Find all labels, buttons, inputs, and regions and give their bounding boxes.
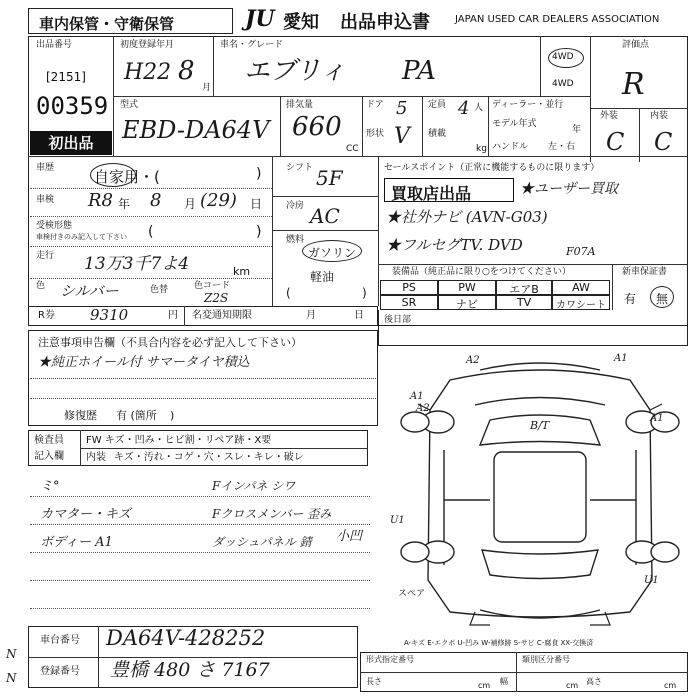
warranty-label: 新車保証書 [622,267,668,277]
sales-badge-box [384,178,514,202]
notice-day-unit: 日 [354,310,364,321]
reg-month-unit: 月 [202,83,212,93]
sales-badge: 買取店出品 [391,184,472,203]
score-exterior: C [606,128,625,156]
equip-aw [552,280,610,295]
car-name: エブリィ [244,56,346,86]
inspection-label: 車検 [36,195,55,205]
spec-label3: 長さ [366,677,382,686]
usage-label: 車歴 [36,163,55,173]
score-exterior-label: 外装 [600,111,619,121]
equip-seat-text: カワシート [556,300,606,311]
insp-note-right3: ダッシュパネル 錆 [212,535,312,549]
repair-label: 修復歴 [64,409,97,422]
equip-airbag-text: エアB [509,283,539,296]
repair-close: ) [170,409,175,422]
inspector-row2-label: 内装 [86,452,106,463]
diag-spare: スペア [398,589,426,599]
first-reg-label: 初度登録年月 [120,40,175,50]
spec-cm3: cm [664,681,677,690]
usage-circle [90,163,136,187]
capacity-label: 定員 [428,100,447,110]
receipt-close: ) [256,224,262,240]
later-parts-box [378,310,688,346]
equip-navi-text: ナビ [456,298,478,311]
mileage-label: 走行 [36,251,55,261]
capacity: 4 [458,98,470,119]
year-unit: 年 [572,125,582,135]
inspection-year-unit: 年 [118,197,131,211]
sales-note2: ★社外ナビ (AVN-G03) [386,208,548,226]
logo-name: 愛知 [283,12,319,33]
notice-month-unit: 月 [306,310,316,321]
score-interior-label: 内装 [650,111,669,121]
color-code-value: Z2S [204,291,229,305]
margin-mark-1: N [6,647,17,661]
insp-note-left1: ミ° [40,479,60,494]
sales-points-label: セールスポイント（正常に機能するものに限ります） [384,163,600,173]
inspection-day: (29) [200,190,237,211]
plate-value: 豊橋 480 さ 7167 [110,659,270,681]
recycle-fee-label: R券 [38,310,55,321]
displacement-label: 排気量 [286,100,314,110]
equip-tv-text: TV [516,296,532,309]
recycle-fee-value: 9310 [90,306,129,324]
car-grade: PA [402,56,436,86]
chassis-value: DA64V-428252 [106,626,266,650]
spec-label4: 幅 [500,677,508,686]
spec-label1: 形式指定番号 [366,655,414,664]
equip-aw-text: AW [572,281,590,294]
equip-sr-text: SR [401,296,417,309]
reg-month: 8 [178,56,195,86]
color-label: 色 [36,281,46,291]
inspection-day-unit: 日 [250,197,263,211]
dealer-label: ディーラー・並行 [492,100,564,110]
storage-type-box [28,8,233,34]
ac-value: AC [310,204,340,228]
usage-value: 自家用・( [94,168,160,186]
diag-legend: A-キズ E-エクボ U-凹み W-補修跡 S-サビ C-腐食 XX-交換済 [404,639,594,647]
lot-number: 00359 [36,92,109,120]
kg-unit: kg [476,144,487,154]
assoc-name: JAPAN USED CAR DEALERS ASSOCIATION [455,14,660,25]
diag-bt: B/T [530,419,550,432]
usage-close: ) [256,166,262,182]
doors-label: ドア [366,100,384,110]
insp-note-left3: ボディー A1 [40,535,113,550]
shape: V [394,124,410,149]
sales-note1: ★ユーザー買取 [520,181,618,197]
diag-a2-top: A2 [466,355,480,366]
ac-label: 冷房 [286,201,305,211]
spec-label2: 類別区分番号 [522,655,570,664]
color-code-label: 色コード [194,281,231,291]
score-interior: C [654,128,673,156]
mileage-value: 13万3千7よ4 [84,254,190,274]
score-label: 評価点 [622,40,650,50]
equip-seat [552,295,610,310]
diag-u1-right: U1 [644,575,659,586]
fuel-gas-circle [302,240,362,262]
equip-tv [496,295,552,310]
first-listing-badge [30,131,112,155]
model-type-label: 型式 [120,100,139,110]
equip-airbag [496,280,552,295]
fuel-open: ( [286,286,291,300]
form-title: 出品申込書 [340,12,430,33]
diag-a2-mid: A2 [416,403,430,414]
lot-number-label: 出品番号 [36,40,73,50]
diag-a1-left: A1 [410,391,424,402]
inspection-year: R8 [88,190,114,211]
inspector-row1: FW キズ・凹み・ヒビ割・リペア跡・X要 [86,435,272,446]
inspector-label2: 記入欄 [34,451,64,462]
handle-options: 左・右 [548,142,576,152]
first-listing-text: 初出品 [48,134,94,152]
notice-deadline-label: 名変通知期限 [192,310,252,321]
warranty-no-circle [650,286,674,308]
remarks-label: 注意事項申告欄（不具合内容を必ず記入して下さい） [38,336,302,349]
model-year-label: モデル年式 [492,119,537,129]
handle-label: ハンドル [492,142,529,152]
fuel-close: ) [362,286,367,300]
insp-note-right1: Fインパネ シワ [212,479,296,493]
insp-note-left2: カマター・キズ [40,507,131,522]
fuel-gas: ガソリン [308,246,357,260]
later-parts-label: 後日部 [384,315,412,325]
drive-4wd: 4WD [552,52,574,62]
remarks-note1: ★純正ホイール付 サマータイヤ積込 [38,355,250,370]
sales-note3: ★フルセグTV. DVD [386,236,523,254]
recycle-fee-unit: 円 [168,310,178,321]
inspection-month-unit: 月 [184,197,197,211]
insp-note-right2: Fクロスメンバー 歪み [212,507,332,521]
spec-cm1: cm [478,681,491,690]
storage-type: 車内保管・守衛保管 [39,15,175,33]
equip-pw [438,280,496,295]
warranty-no: 無 [656,292,669,306]
shift-value: 5F [316,166,343,190]
shift-label: シフト [286,163,314,173]
color-change-label: 色替 [150,285,169,295]
repair-value: 有 (箇所 [116,409,157,422]
lot-code: [2151] [46,70,86,84]
cc-unit: CC [346,144,359,154]
equip-navi [438,295,496,310]
sales-note4: F07A [566,245,596,258]
margin-mark-2: N [6,671,17,685]
capacity-unit: 人 [474,103,484,113]
inspector-label1: 検査員 [34,435,64,446]
equip-pw-text: PW [458,281,476,294]
chassis-label: 車台番号 [40,635,80,646]
doors: 5 [396,98,408,119]
inspection-month: 8 [150,190,162,211]
diag-a1-top: A1 [614,353,628,364]
fuel-diesel: 軽油 [310,270,335,284]
receipt-open: ( [148,224,154,240]
warranty-yes: 有 [624,292,637,306]
color-value: シルバー [60,282,119,300]
equipment-label: 装備品（純正品に限り○をつけてください） [392,267,571,277]
receipt-label: 受検形態 [36,221,73,231]
mileage-unit: km [233,265,251,278]
score-overall: R [622,67,645,102]
reg-year: H22 [124,60,172,85]
diag-a1-right: A1 [650,413,664,424]
model-code: EBD-DA64V [122,116,270,144]
spec-label5: 高さ [586,677,602,686]
drive-4wd-note: 4WD [552,79,574,89]
diag-u1: U1 [390,515,405,526]
spec-cm2: cm [566,681,579,690]
ju-logo: JU [245,6,275,32]
equip-sr [380,295,438,310]
load-label: 積載 [428,129,447,139]
inspector-row2: キズ・汚れ・コゲ・穴・スレ・キレ・破レ [114,452,304,463]
displacement: 660 [292,112,342,142]
equip-ps-text: PS [402,281,416,294]
receipt-note: 車検付きのみ記入して下さい [36,233,127,241]
fuel-label: 燃料 [286,235,305,245]
car-name-label: 車名・グレード [220,40,284,50]
insp-note-right3b: 小凹 [336,529,363,544]
shape-label: 形状 [366,129,385,139]
plate-label: 登録番号 [40,666,80,677]
equip-ps [380,280,438,295]
car-body-diagram [390,350,690,630]
